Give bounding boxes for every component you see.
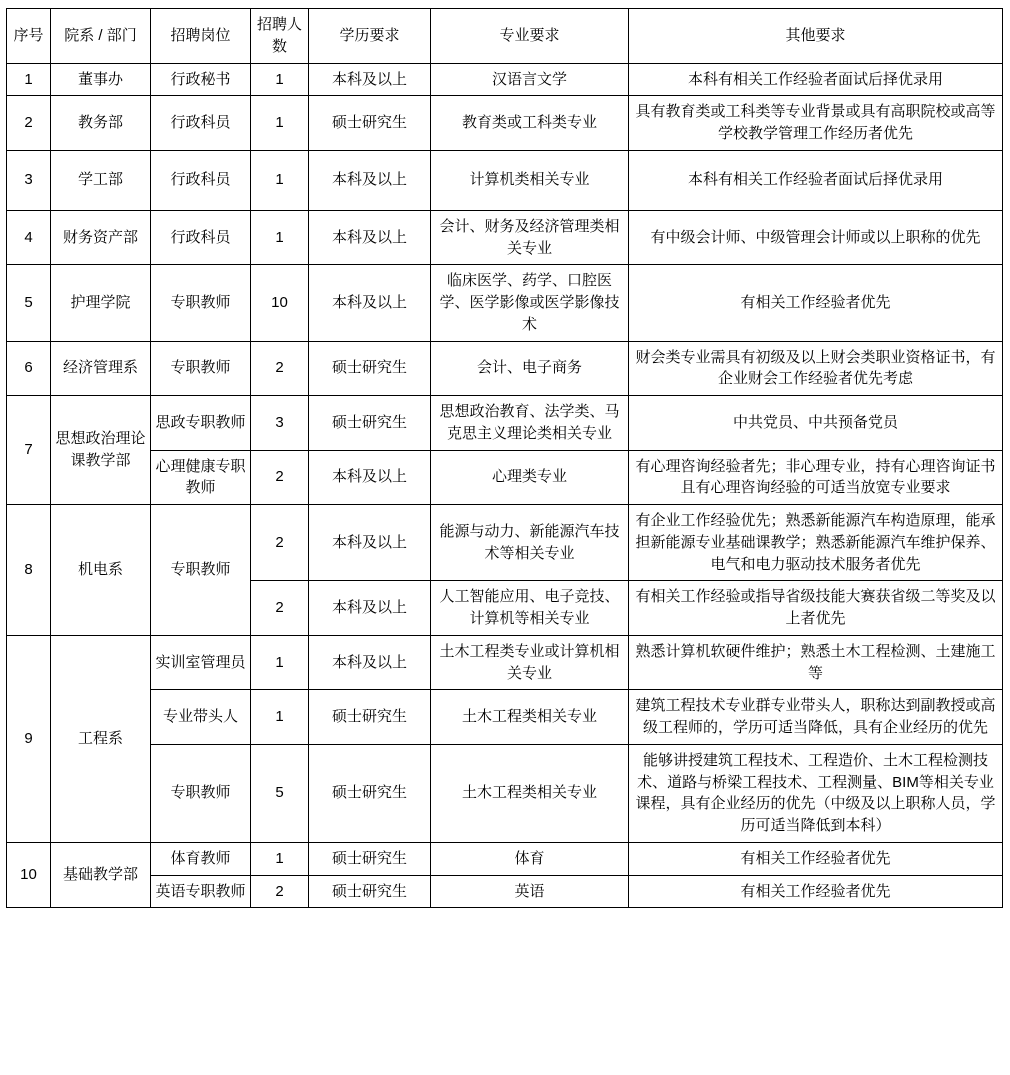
cell-seq: 1: [7, 63, 51, 96]
cell-other: 有心理咨询经验者先；非心理专业，持有心理咨询证书且有心理咨询经验的可适当放宽专业要求: [629, 450, 1003, 505]
header-cell-seq: 序号: [7, 9, 51, 64]
cell-post: 英语专职教师: [151, 875, 251, 908]
cell-dept: 财务资产部: [51, 210, 151, 265]
cell-other: 财会类专业需具有初级及以上财会类职业资格证书，有企业财会工作经验者优先考虑: [629, 341, 1003, 396]
cell-num: 1: [251, 635, 309, 690]
table-row: [7, 635, 1003, 690]
cell-major: 土木工程类相关专业: [431, 690, 629, 745]
cell-post: 专职教师: [151, 341, 251, 396]
table-row: [7, 210, 1003, 265]
cell-edu: 硕士研究生: [309, 744, 431, 842]
cell-edu: 本科及以上: [309, 581, 431, 636]
cell-post: 体育教师: [151, 842, 251, 875]
cell-post: 行政科员: [151, 210, 251, 265]
cell-num: 1: [251, 210, 309, 265]
header-cell-post: 招聘岗位: [151, 9, 251, 64]
header-cell-major: 专业要求: [431, 9, 629, 64]
cell-post: 行政秘书: [151, 63, 251, 96]
cell-num: 2: [251, 581, 309, 636]
cell-dept: 学工部: [51, 150, 151, 210]
cell-major: 英语: [431, 875, 629, 908]
cell-seq: 8: [7, 505, 51, 636]
cell-other: 能够讲授建筑工程技术、工程造价、土木工程检测技术、道路与桥梁工程技术、工程测量、BIM等相关专业课程，具有企业经历的优先（中级及以上职称人员，学历可适当降低到本科）: [629, 744, 1003, 842]
cell-dept: 教务部: [51, 96, 151, 151]
cell-edu: 本科及以上: [309, 450, 431, 505]
table-row: [7, 265, 1003, 341]
cell-edu: 本科及以上: [309, 63, 431, 96]
cell-major: 临床医学、药学、口腔医学、医学影像或医学影像技术: [431, 265, 629, 341]
cell-other: 有相关工作经验者优先: [629, 265, 1003, 341]
cell-other: 有相关工作经验或指导省级技能大赛获省级二等奖及以上者优先: [629, 581, 1003, 636]
cell-edu: 本科及以上: [309, 150, 431, 210]
cell-edu: 本科及以上: [309, 210, 431, 265]
cell-seq: 6: [7, 341, 51, 396]
table-row: [7, 450, 1003, 505]
cell-num: 1: [251, 150, 309, 210]
table-row: [7, 63, 1003, 96]
header-cell-dept: 院系 / 部门: [51, 9, 151, 64]
cell-other: 有中级会计师、中级管理会计师或以上职称的优先: [629, 210, 1003, 265]
cell-major: 会计、财务及经济管理类相关专业: [431, 210, 629, 265]
cell-major: 土木工程类相关专业: [431, 744, 629, 842]
cell-major: 能源与动力、新能源汽车技术等相关专业: [431, 505, 629, 581]
cell-edu: 硕士研究生: [309, 690, 431, 745]
cell-seq: 10: [7, 842, 51, 908]
cell-seq: 7: [7, 396, 51, 505]
cell-post: 行政科员: [151, 96, 251, 151]
cell-post: 专职教师: [151, 744, 251, 842]
cell-major: 心理类专业: [431, 450, 629, 505]
table-row: [7, 744, 1003, 842]
cell-other: 熟悉计算机软硬件维护；熟悉土木工程检测、土建施工等: [629, 635, 1003, 690]
cell-dept: 基础教学部: [51, 842, 151, 908]
recruitment-table: [6, 8, 1003, 908]
table-row: [7, 842, 1003, 875]
table-row: [7, 96, 1003, 151]
table-row: [7, 150, 1003, 210]
cell-num: 2: [251, 450, 309, 505]
table-body: [7, 63, 1003, 908]
cell-post: 心理健康专职教师: [151, 450, 251, 505]
cell-seq: 2: [7, 96, 51, 151]
table-row: [7, 505, 1003, 581]
cell-post: 实训室管理员: [151, 635, 251, 690]
cell-major: 汉语言文学: [431, 63, 629, 96]
cell-post: 专业带头人: [151, 690, 251, 745]
cell-other: 中共党员、中共预备党员: [629, 396, 1003, 451]
cell-edu: 硕士研究生: [309, 842, 431, 875]
cell-num: 2: [251, 875, 309, 908]
table-row: [7, 396, 1003, 451]
header-cell-edu: 学历要求: [309, 9, 431, 64]
cell-major: 教育类或工科类专业: [431, 96, 629, 151]
cell-edu: 硕士研究生: [309, 396, 431, 451]
cell-other: 本科有相关工作经验者面试后择优录用: [629, 63, 1003, 96]
cell-seq: 3: [7, 150, 51, 210]
header-row: [7, 9, 1003, 64]
cell-edu: 本科及以上: [309, 505, 431, 581]
cell-other: 有相关工作经验者优先: [629, 842, 1003, 875]
cell-major: 人工智能应用、电子竞技、计算机等相关专业: [431, 581, 629, 636]
cell-edu: 硕士研究生: [309, 96, 431, 151]
cell-seq: 9: [7, 635, 51, 842]
cell-num: 5: [251, 744, 309, 842]
cell-dept: 机电系: [51, 505, 151, 636]
cell-num: 1: [251, 842, 309, 875]
cell-other: 有企业工作经验优先；熟悉新能源汽车构造原理，能承担新能源专业基础课教学；熟悉新能源汽车维护保养、电气和电力驱动技术服务者优先: [629, 505, 1003, 581]
cell-post: 思政专职教师: [151, 396, 251, 451]
cell-num: 2: [251, 505, 309, 581]
cell-num: 1: [251, 690, 309, 745]
cell-dept: 经济管理系: [51, 341, 151, 396]
cell-major: 土木工程类专业或计算机相关专业: [431, 635, 629, 690]
cell-edu: 本科及以上: [309, 635, 431, 690]
cell-seq: 5: [7, 265, 51, 341]
cell-num: 2: [251, 341, 309, 396]
cell-num: 1: [251, 63, 309, 96]
cell-num: 10: [251, 265, 309, 341]
header-cell-other: 其他要求: [629, 9, 1003, 64]
cell-edu: 本科及以上: [309, 265, 431, 341]
cell-dept: 思想政治理论课教学部: [51, 396, 151, 505]
cell-other: 建筑工程技术专业群专业带头人，职称达到副教授或高级工程师的，学历可适当降低，具有企业经历的优先: [629, 690, 1003, 745]
cell-dept: 护理学院: [51, 265, 151, 341]
cell-major: 思想政治教育、法学类、马克思主义理论类相关专业: [431, 396, 629, 451]
cell-post: 专职教师: [151, 505, 251, 636]
cell-num: 3: [251, 396, 309, 451]
cell-edu: 硕士研究生: [309, 341, 431, 396]
header-cell-num: 招聘人数: [251, 9, 309, 64]
table-header: [7, 9, 1003, 64]
cell-other: 本科有相关工作经验者面试后择优录用: [629, 150, 1003, 210]
cell-dept: 工程系: [51, 635, 151, 842]
cell-num: 1: [251, 96, 309, 151]
table-row: [7, 341, 1003, 396]
cell-post: 行政科员: [151, 150, 251, 210]
table-row: [7, 690, 1003, 745]
cell-other: 具有教育类或工科类等专业背景或具有高职院校或高等学校教学管理工作经历者优先: [629, 96, 1003, 151]
cell-other: 有相关工作经验者优先: [629, 875, 1003, 908]
table-row: [7, 875, 1003, 908]
cell-major: 计算机类相关专业: [431, 150, 629, 210]
cell-major: 会计、电子商务: [431, 341, 629, 396]
cell-dept: 董事办: [51, 63, 151, 96]
cell-post: 专职教师: [151, 265, 251, 341]
cell-edu: 硕士研究生: [309, 875, 431, 908]
cell-major: 体育: [431, 842, 629, 875]
cell-seq: 4: [7, 210, 51, 265]
